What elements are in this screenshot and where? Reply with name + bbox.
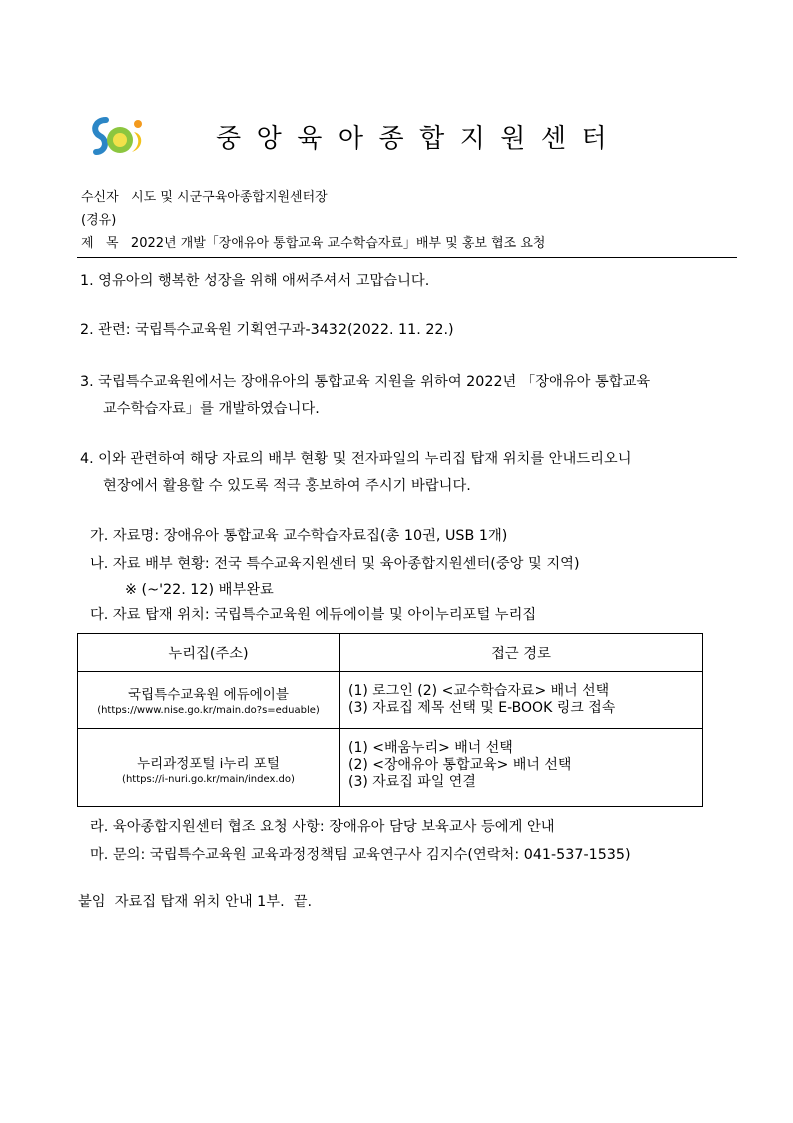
paragraph-4-line-1: 4. 이와 관련하여 해당 자료의 배부 현황 및 전자파일의 누리집 탑재 위치를 안내드리오니: [80, 451, 632, 467]
attachment-line: 붙임 자료집 탑재 위치 안내 1부. 끝.: [78, 894, 313, 910]
access-step: (1) <배움누리> 배너 선택: [348, 740, 513, 756]
item-ra: 라. 육아종합지원센터 협조 요청 사항: 장애유아 담당 보육교사 등에게 안내: [90, 819, 555, 835]
site-name: 국립특수교육원 에듀에이블: [128, 687, 289, 703]
table-header-path: 접근 경로: [491, 646, 551, 662]
table-header-site: 누리집(주소): [168, 646, 249, 662]
access-step: (1) 로그인 (2) <교수학습자료> 배너 선택: [348, 683, 610, 699]
via-label: (경유): [81, 213, 117, 228]
location-table: [77, 633, 703, 807]
paragraph-3: [80, 369, 740, 423]
site-url: (https://i-nuri.go.kr/main/index.do): [122, 774, 295, 785]
item-na-note: ※ (~'22. 12) 배부완료: [125, 582, 274, 598]
table-row: [78, 752, 339, 785]
item-da: 다. 자료 탑재 위치: 국립특수교육원 에듀에이블 및 아이누리포털 누리집: [90, 607, 537, 623]
organization-logo-icon: [88, 112, 152, 160]
paragraph-4: [80, 446, 740, 500]
table-row: [78, 683, 339, 716]
access-steps: [348, 740, 571, 791]
item-ga: 가. 자료명: 장애유아 통합교육 교수학습자료집(총 10권, USB 1개): [90, 528, 508, 544]
access-step: (3) 자료집 파일 연결: [348, 774, 476, 790]
subject-line: [81, 232, 545, 251]
subject-value: 2022년 개발「장애유아 통합교육 교수학습자료」배부 및 홍보 협조 요청: [130, 236, 546, 251]
access-step: (3) 자료집 제목 선택 및 E-BOOK 링크 접속: [348, 700, 616, 716]
access-steps: [348, 683, 615, 717]
recipient-label: 수신자: [81, 190, 119, 205]
paragraph-1: 1. 영유아의 행복한 성장을 위해 애써주셔서 고맙습니다.: [80, 273, 430, 289]
paragraph-3-line-2: 교수학습자료」를 개발하였습니다.: [103, 401, 320, 417]
paragraph-3-line-1: 3. 국립특수교육원에서는 장애유아의 통합교육 지원을 위하여 2022년 「장애유아 통합교육: [80, 374, 651, 390]
via-line: [81, 209, 116, 228]
recipient-value: 시도 및 시군구육아종합지원센터장: [131, 190, 328, 205]
recipient-line: [81, 186, 328, 205]
table-header-divider: [78, 671, 702, 672]
site-name: 누리과정포털 i누리 포털: [137, 756, 280, 772]
item-na: 나. 자료 배부 현황: 전국 특수교육지원센터 및 육아종합지원센터(중앙 및 지역): [90, 556, 580, 572]
subject-label: 제 목: [81, 236, 119, 251]
table-row-divider: [78, 728, 702, 729]
header-divider: [77, 257, 737, 258]
paragraph-2: 2. 관련: 국립특수교육원 기획연구과-3432(2022. 11. 22.): [80, 322, 454, 338]
access-step: (2) <장애유아 통합교육> 배너 선택: [348, 757, 572, 773]
item-ma: 마. 문의: 국립특수교육원 교육과정정책팀 교육연구사 김지수(연락처: 041-537-1535): [90, 847, 631, 863]
document-header: [88, 112, 708, 160]
site-url: (https://www.nise.go.kr/main.do?s=eduable): [97, 705, 320, 716]
paragraph-4-line-2: 현장에서 활용할 수 있도록 적극 홍보하여 주시기 바랍니다.: [103, 478, 471, 494]
organization-name: 중앙육아종합지원센터: [216, 124, 623, 154]
